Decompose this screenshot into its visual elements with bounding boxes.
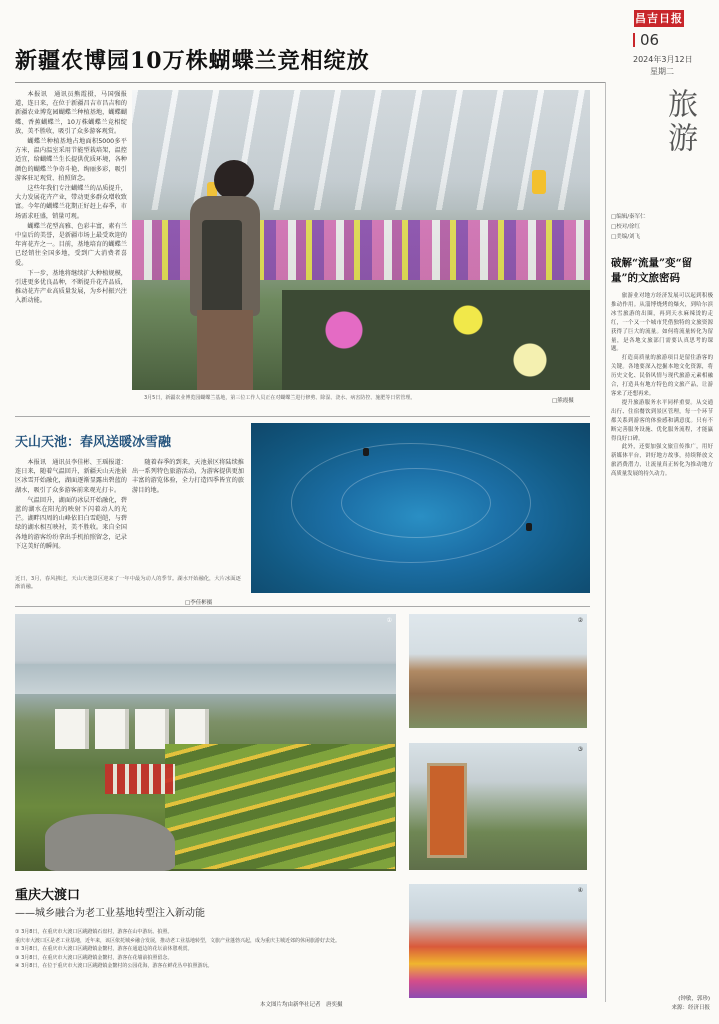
editor-line: □编辑/秦军仁: [611, 214, 646, 220]
article-title: 天山天池：春风送暖冰雪融: [15, 435, 172, 450]
sidebar-paragraph: 提升旅游服务水平同样重要。从交通出行、住宿餐饮到景区管理，每一个环节都关系到游客的体验感和满意度。只有不断完善服务设施、优化服务流程，才能赢得良好口碑。: [611, 399, 713, 442]
photo-captions: [15, 928, 395, 971]
divider: [15, 416, 590, 417]
photo-caption: 重庆市大渡口区是老工业基地，近年来，该区依托城乡融合发展，推动老工业基地转型，文旅产业蓬勃兴起，成为重庆主城近郊的休闲旅游好去处。: [15, 937, 341, 944]
article-body: [15, 90, 127, 402]
water-ripple: [341, 468, 491, 538]
chongqing-flowers-photo: [409, 884, 587, 998]
photo-credit: □李佳彬摄: [185, 600, 213, 606]
sidebar-paragraph: 旅游业对地方经济发展可以起到积极推动作用。从淄博烧烤的爆火，到哈尔滨冰雪旅游的出圈，再到天水麻辣烫的走红，一个又一个城市凭借独特的文旅资源获得了巨大的流量。如何将流量转化为留量，是各地文旅部门需要认真思考的课题。: [611, 293, 713, 353]
worker-legs: [197, 310, 253, 390]
orchid-trays: [282, 290, 590, 390]
article-paragraph: 这些年我们专注蝴蝶兰的品质提升，大力发展花卉产业，带动更多群众增收致富。今年的蝴蝶兰花期正好赶上春季，市场需求旺盛，销量可观。: [15, 185, 127, 220]
photo-number: ②: [577, 617, 583, 624]
swimmer: [526, 523, 532, 531]
photo-caption: ② 3月8日，在重庆市大渡口区跳蹬镇金鳌村，游客在通道边的花坛前休憩观赏。: [15, 946, 193, 952]
photo-caption: ④ 3月8日，在位于重庆市大渡口区跳蹬镇金鳌村的公园花海，游客在鲜花丛中拍照游玩。: [15, 963, 213, 969]
tents: [55, 709, 215, 749]
tianchi-lake-photo: [251, 423, 590, 593]
photo-caption: 近日，3月，春风拂过，天山天池景区迎来了一年中最为动人的季节。湖水开始融化，大片冰面逐渐消融。: [15, 576, 241, 590]
sidebar-title: 破解“流量”变“留量”的文旅密码: [611, 257, 693, 284]
flower-terraces: [165, 744, 395, 869]
photo-number: ①: [386, 617, 392, 624]
article-subtitle: ——城乡融合为老工业基地转型注入新动能: [15, 908, 205, 919]
article-paragraph: 蝴蝶兰种植基地占地面积5000多平方米，温内温室采用节能型栽培架，温控适宜，给蝴蝶兰生长提供优质环境，各种颜色的蝴蝶兰争奇斗艳、绚丽多彩，吸引游客驻足观赏、拍照留念。: [15, 138, 127, 182]
river: [15, 664, 396, 694]
swimmer: [363, 448, 369, 456]
rock: [45, 814, 175, 871]
article-paragraph: 本报讯 通讯员熊霞摄，马国强报道，连日来，在位于新疆昌吉市昌吉和的新疆农业博览园蝴蝶兰种植基地，蝴蝶蝴蝶、香蕉蝴蝶兰，10万株蝴蝶兰竞相绽放，美不胜收，吸引了众多游客观赏。: [15, 91, 127, 135]
divider: [15, 606, 590, 607]
chongqing-sign-photo: [409, 743, 587, 870]
article-paragraph: 本报讯 通讯员李佳彬、王瑶报道：连日来，随着气温回升，新疆天山天池景区冰雪开始融化，湖面逐渐显露出碧蓝的湖水，吸引了众多游客前来观光打卡。: [15, 459, 127, 494]
worker-apron: [202, 220, 242, 320]
editor-line: □校对/徐红: [611, 224, 641, 230]
photo-number: ④: [577, 887, 583, 894]
worker-figure: [162, 160, 272, 390]
lamp: [532, 170, 546, 194]
issue-weekday: 星期二: [650, 67, 674, 76]
sidebar-paragraph: 打造高质量的旅游项目是留住游客的关键。各地要深入挖掘本地文化资源，将历史文化、民俗风情与现代旅游元素相融合，打造具有地方特色的文旅产品，让游客来了还想再来。: [611, 355, 713, 397]
chongqing-hillside-photo: [15, 614, 396, 871]
page-number: 06: [640, 31, 660, 49]
sidebar-divider: [605, 82, 606, 1002]
divider: [15, 82, 605, 83]
article-paragraph: 下一步，基地将继续扩大种植规模，引进更多优良品种，不断提升花卉品质，推动花卉产业高质量发展，为乡村振兴注入新动能。: [15, 269, 127, 305]
photo-caption: ③ 3月8日，在重庆市大渡口区跳蹬镇金鳌村，游客在花墙前拍照留念。: [15, 954, 173, 961]
photo-credit: 本文图片均由新华社记者 唐奕摄: [260, 1002, 343, 1008]
article-body: [132, 458, 244, 568]
sidebar-source: (钟敏，郭珍) 来源：经济日报: [671, 996, 710, 1011]
decorative-sign: [427, 763, 467, 858]
photo-caption: 3月5日，新疆农业博览园蝴蝶兰基地，第三位工作人员正在对蝴蝶兰进行修剪、除湿、浇水、病害防控、施肥等日常管理。: [144, 395, 416, 401]
article-paragraph: 蝴蝶兰花型高雅、色彩丰富，素有兰中皇后的美誉，是新疆市场上最受欢迎的年宵花卉之一。目前，基地培育的蝴蝶兰已经销往全国多地，受到广大消费者喜爱。: [15, 222, 127, 267]
photo-caption: ① 3月8日，在重庆市大渡口区跳蹬镇石盘村，游客在山中游玩、拍照。: [15, 929, 173, 935]
chongqing-street-photo: [409, 614, 587, 728]
editor-line: □美编/刘飞: [611, 234, 641, 240]
worker-head: [214, 160, 254, 200]
article-body: [15, 458, 127, 568]
photo-number: ③: [577, 746, 583, 753]
sidebar-paragraph: 此外，还要加强文旅宣传推广，用好新媒体平台，讲好地方故事，持续释放文旅消费潜力，让流量真正转化为推动地方高质量发展的持久动力。: [611, 444, 713, 478]
article-title: 重庆大渡口: [15, 888, 81, 903]
article-paragraph: 随着春季的到来，天池景区将陆续推出一系列特色旅游活动，为游客提供更加丰富的游览体验，全力打造四季皆宜的旅游目的地。: [132, 459, 244, 494]
article-paragraph: 气温回升，湖面的冰层开始融化，碧蓝的湖水在阳光的映射下闪着动人的光芒。湖畔四周的山峰依旧白雪皑皑，与碧绿的湖水相互映衬，美不胜收。来自全国各地的游客纷纷拿出手机拍照留念，记录下这美好的瞬间。: [15, 496, 127, 550]
section-label: 旅游: [662, 88, 697, 156]
orchid-greenhouse-photo: [132, 90, 590, 390]
performers: [105, 764, 175, 794]
photo-credit: □熊霞摄: [552, 398, 574, 404]
issue-date: 2024年3月12日: [633, 55, 693, 64]
article-title: 新疆农博园10万株蝴蝶兰竞相绽放: [15, 48, 370, 74]
newspaper-logo: 昌吉日报: [635, 12, 683, 25]
page-number-bar: [633, 33, 635, 47]
editor-credits: [611, 212, 646, 242]
sidebar-body: [611, 292, 713, 990]
